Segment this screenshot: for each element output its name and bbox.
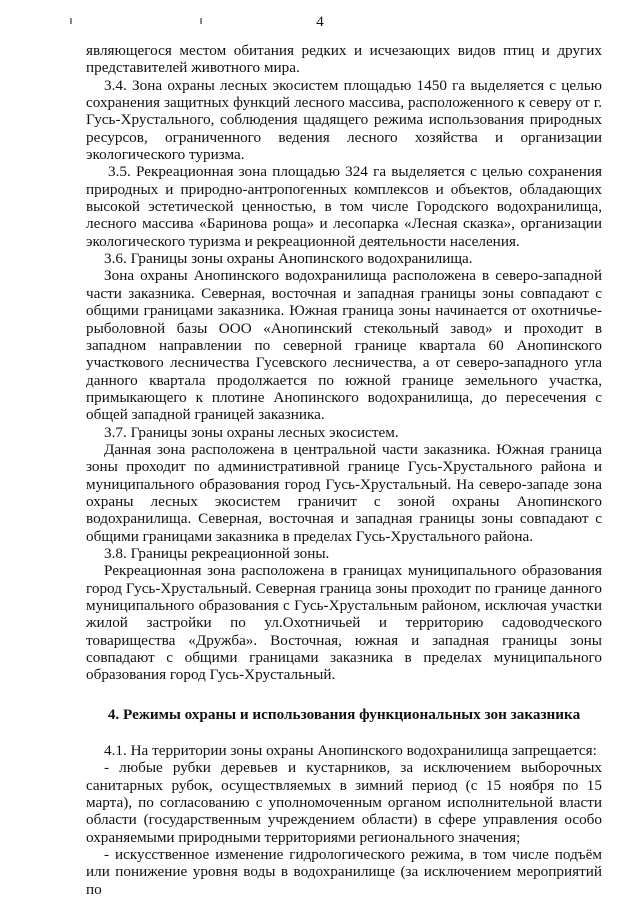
document-body: [86, 42, 602, 898]
subheading-3-7: 3.7. Границы зоны охраны лесных экосистем.: [104, 423, 399, 441]
paragraph-3-5: 3.5. Рекреационная зона площадью 324 га выделяется с целью сохранения природных и природно-антропогенных комплексов и объектов, обладающих высокой эстетической ценностью, в том числе Городского водохранилища, лесного массива «Баринова роща» и лесопарка «Лесная сказка», организации экологического туризма и рекреационной деятельности населения.: [86, 163, 602, 250]
list-item-hydrology: - искусственное изменение гидрологического режима, в том числе подъём или понижение уровня воды в водохранилище (за исключением мероприятий по: [86, 846, 602, 898]
paragraph-continuation: являющегося местом обитания редких и исчезающих видов птиц и других представителей животного мира.: [86, 42, 602, 77]
paragraph-recreation-zone: Рекреационная зона расположена в границах муниципального образования город Гусь-Хрустальный. Северная граница зоны проходит по границе данного муниципального образования с Гусь-Хрустальным районом, исключая участки жилой застройки по ул.Охотничьей и территорию садоводческого товарищества «Дружба». Восточная, южная и западная границы зоны совпадают с общими границами заказника в пределах муниципального образования город Гусь-Хрустальный.: [86, 562, 602, 684]
subheading-3-8: 3.8. Границы рекреационной зоны.: [104, 544, 330, 562]
paragraph-anopino-zone: Зона охраны Анопинского водохранилища расположена в северо-западной части заказника. Северная, восточная и западная границы зоны совпадают с общими границами заказника. Южная граница зоны начинается от охотничье-рыболовной базы ООО «Анопинский стекольный завод» и проходит в западном направлении по северной границе квартала 60 Анопинского участкового лесничества Гусевского лесничества, а от северо-западного угла данного квартала продолжается по южной границе земельного участка, примыкающего к плотине Анопинского водохранилища, до пересечения с общей западной границей заказника.: [86, 267, 602, 424]
subheading-3-6: 3.6. Границы зоны охраны Анопинского водохранилища.: [104, 250, 473, 268]
paragraph-4-1: 4.1. На территории зоны охраны Анопинского водохранилища запрещается:: [104, 742, 597, 760]
list-item-logging: - любые рубки деревьев и кустарников, за исключением выборочных санитарных рубок, осуществляемых в зимний период (с 15 ноября по 15 марта), по согласованию с уполномоченным органом исполнительной власти области (государственным учреждением области) в сфере управления особо охраняемыми природными территориями регионального значения;: [86, 759, 602, 846]
paragraph-3-4: 3.4. Зона охраны лесных экосистем площадью 1450 га выделяется с целью сохранения защитных функций лесного массива, расположенного к северу от г. Гусь-Хрустального, соблюдения щадящего режима использования природных ресурсов, ограниченного ведения лесного хозяйства и организации экологического туризма.: [86, 76, 602, 164]
paragraph-forest-zone: Данная зона расположена в центральной части заказника. Южная граница зоны проходит по административной границе Гусь-Хрустального района и муниципального образования город Гусь-Хрустальный. На северо-западе зона охраны лесных экосистем граничит с зоной охраны Анопинского водохранилища. Северная, восточная и западная границы зоны совпадают с общими границами заказника в пределах Гусь-Хрустального района.: [86, 440, 602, 545]
page-number: 4: [316, 14, 324, 30]
section-heading-4: 4. Режимы охраны и использования функциональных зон заказника: [107, 705, 581, 723]
